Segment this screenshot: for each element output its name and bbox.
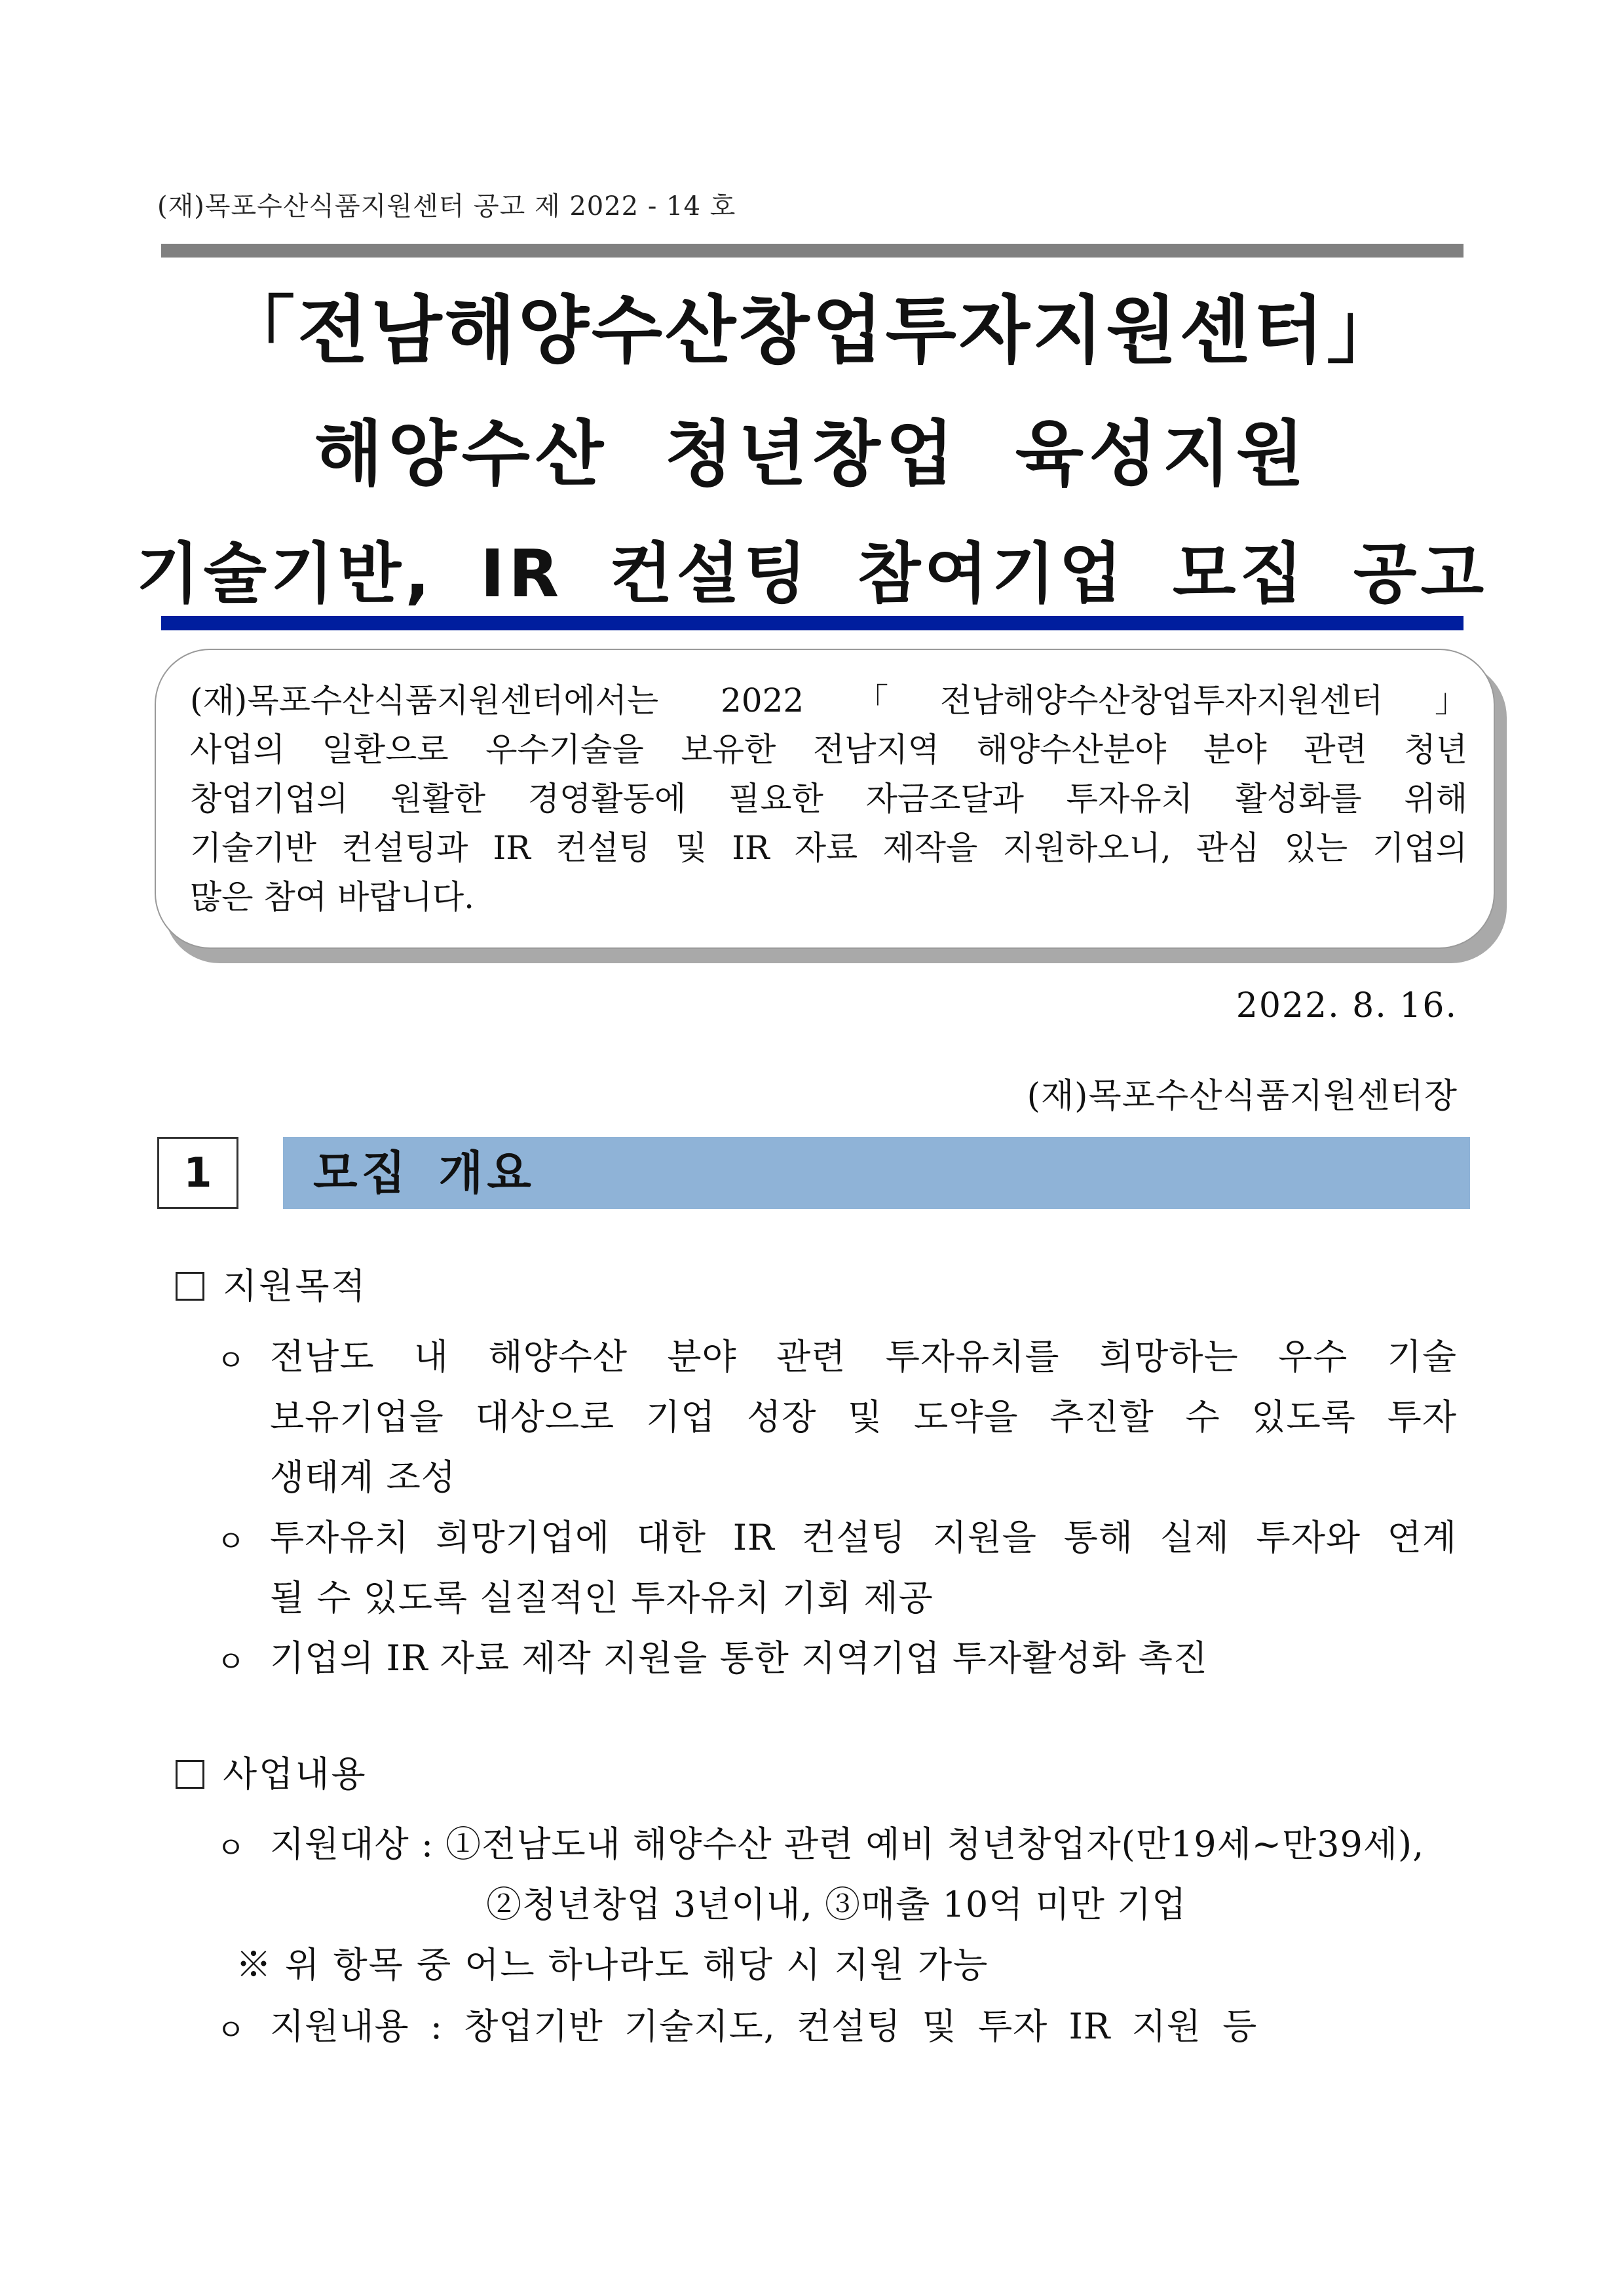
business-heading-label: 사업내용 <box>223 1753 368 1795</box>
title-blue-rule <box>161 616 1463 630</box>
title-line-3: 기술기반, IR 컨설팅 참여기업 모집 공고 <box>136 535 1488 612</box>
purpose-heading <box>176 1258 368 1309</box>
bullet-circle-icon: ㅇ <box>216 1830 246 1866</box>
eligibility-note: ※ 위 항목 중 어느 하나라도 해당 시 지원 가능 <box>236 1944 989 1985</box>
purpose-item-line: 전남도 내 해양수산 분야 관련 투자유치를 희망하는 우수 기술 <box>270 1336 1457 1377</box>
intro-line: 기술기반 컨설팅과 IR 컨설팅 및 IR 자료 제작을 지원하오니, 관심 있는 기업의 <box>190 829 1467 867</box>
top-gray-rule <box>161 244 1463 258</box>
business-heading <box>176 1746 368 1797</box>
purpose-item-line: 생태계 조성 <box>270 1457 456 1498</box>
purpose-item-line: 될 수 있도록 실질적인 투자유치 기회 제공 <box>270 1577 934 1618</box>
target-line-1: 지원대상 : ①전남도내 해양수산 관련 예비 청년창업자(만19세~만39세), <box>270 1824 1425 1865</box>
bullet-circle-icon: ㅇ <box>216 2012 246 2048</box>
title-line-2: 해양수산 청년창업 육성지원 <box>314 413 1310 495</box>
title-line-1: 「전남해양수산창업투자지원센터」 <box>221 288 1403 373</box>
target-line-2: ②청년창업 3년이내, ③매출 10억 미만 기업 <box>486 1884 1187 1925</box>
section-number: 1 <box>157 1137 238 1209</box>
purpose-heading-label: 지원목적 <box>223 1265 368 1307</box>
checkbox-square-icon <box>176 1760 204 1789</box>
notice-number: (재)목포수산식품지원센터 공고 제 2022 - 14 호 <box>157 191 736 221</box>
signature: (재)목포수산식품지원센터장 <box>1027 1077 1458 1116</box>
checkbox-square-icon <box>176 1272 204 1301</box>
intro-line: (재)목포수산식품지원센터에서는 2022「전남해양수산창업투자지원센터」 <box>190 681 1467 719</box>
section-title: 모집 개요 <box>313 1146 535 1200</box>
purpose-item-line: 보유기업을 대상으로 기업 성장 및 도약을 추진할 수 있도록 투자 <box>270 1396 1457 1438</box>
intro-line: 많은 참여 바랍니다. <box>190 878 475 916</box>
bullet-circle-icon: ㅇ <box>216 1644 246 1679</box>
bullet-circle-icon: ㅇ <box>216 1343 246 1378</box>
intro-line: 사업의 일환으로 우수기술을 보유한 전남지역 해양수산분야 분야 관련 청년 <box>190 731 1467 769</box>
intro-line: 창업기업의 원활한 경영활동에 필요한 자금조달과 투자유치 활성화를 위해 <box>190 780 1467 818</box>
notice-date: 2022. 8. 16. <box>1236 986 1458 1025</box>
purpose-item-line: 기업의 IR 자료 제작 지원을 통한 지역기업 투자활성화 촉진 <box>270 1637 1209 1679</box>
bullet-circle-icon: ㅇ <box>216 1523 246 1559</box>
content-line: 지원내용 : 창업기반 기술지도, 컨설팅 및 투자 IR 지원 등 <box>270 2006 1258 2047</box>
purpose-item-line: 투자유치 희망기업에 대한 IR 컨설팅 지원을 통해 실제 투자와 연계 <box>270 1517 1457 1558</box>
